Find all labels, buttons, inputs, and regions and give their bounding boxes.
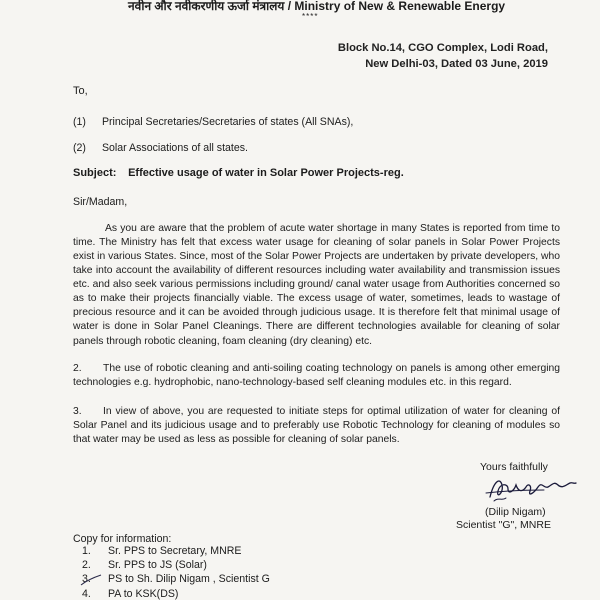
subject-text: Effective usage of water in Solar Power Projects-reg. <box>128 167 404 179</box>
signatory-designation: Scientist "G", MNRE <box>456 519 551 531</box>
office-address <box>338 40 548 72</box>
paragraph-number: 2. <box>73 363 82 374</box>
copy-item-2 <box>82 558 270 572</box>
hindi-ministry-name: नवीन और नवीकरणीय ऊर्जा मंत्रालय <box>128 0 285 13</box>
copy-item-number: 1. <box>82 545 91 557</box>
address-line-1: Block No.14, CGO Complex, Lodi Road, <box>337 42 548 54</box>
salutation: Sir/Madam, <box>73 196 128 208</box>
yours-faithfully: Yours faithfully <box>480 461 548 473</box>
copy-item-3 <box>82 572 270 586</box>
copy-item-number: 2. <box>82 559 91 572</box>
recipient-1 <box>73 115 353 130</box>
copy-heading: Copy for information: <box>73 533 172 545</box>
header-stars: **** <box>302 12 319 21</box>
copy-list <box>82 544 270 600</box>
copy-item-text: PS to Sh. Dilip Nigam , Scientist G <box>108 573 270 586</box>
address-line-2: New Delhi-03, Dated 03 June, 2019 <box>365 58 548 71</box>
copy-item-4 <box>82 587 270 600</box>
copy-item-text: Sr. PPS to Secretary, MNRE <box>108 545 242 557</box>
copy-item-1 <box>82 544 270 558</box>
paragraph-1: As you are aware that the problem of acute water shortage in many States is reported from time to time. The Ministry has felt that excess water usage for cleaning of solar panels in Solar Power Projects exist in various States. Since, most of the Solar Power Projects are undertaken by private developers, who take into account the availability of different resources including water availability and transmission issues etc. and also seek various permissions including ground/ canal water usage from Authorities concerned so as to make their projects financially viable. The excess usage of water, sometimes, leads to wastage of precious resource and it can be avoided through judicious usage. It is therefore felt that minimal usage of water is done in Solar Panel Cleanings. There are different technologies available for cleaning of solar panels through robotic cleaning, foam cleaning (dry cleaning) etc. <box>73 223 560 347</box>
copy-item-text: Sr. PPS to JS (Solar) <box>108 559 207 572</box>
recipient-number: (1) <box>73 116 86 128</box>
paragraph-text: In view of above, you are requested to initiate steps for optimal utilization of water for cleaning of Solar Panel and its judicious usage and to preferably use Robotic Technology for cleaning of modules so that water may be used as less as possible for cleaning of solar panels. <box>73 406 560 446</box>
recipient-2 <box>73 141 248 156</box>
copy-item-number: 3. <box>82 573 91 586</box>
to-label: To, <box>73 85 88 97</box>
english-ministry-name: / Ministry of New & Renewable Energy <box>287 0 506 13</box>
signatory-name: (Dilip Nigam) <box>485 506 546 518</box>
recipient-number: (2) <box>73 142 86 154</box>
handwritten-strike-mark <box>80 572 102 588</box>
paragraph-3 <box>73 405 560 447</box>
subject-line <box>73 166 404 181</box>
copy-item-number: 4. <box>82 587 91 600</box>
recipient-text: Solar Associations of all states. <box>101 142 248 154</box>
paragraph-text: The use of robotic cleaning and anti-soiling coating technology on panels is among other emerging technologies e.g. hydrophobic, nano-technology-based self cleaning modules etc. in this regard. <box>73 363 560 389</box>
copy-item-text: PA to KSK(DS) <box>108 587 179 600</box>
recipient-text: Principal Secretaries/Secretaries of states (All SNAs), <box>101 116 354 128</box>
subject-label: Subject: <box>73 167 117 179</box>
paragraph-2 <box>73 362 560 390</box>
handwritten-signature <box>484 471 580 505</box>
paragraph-number: 3. <box>73 406 82 417</box>
